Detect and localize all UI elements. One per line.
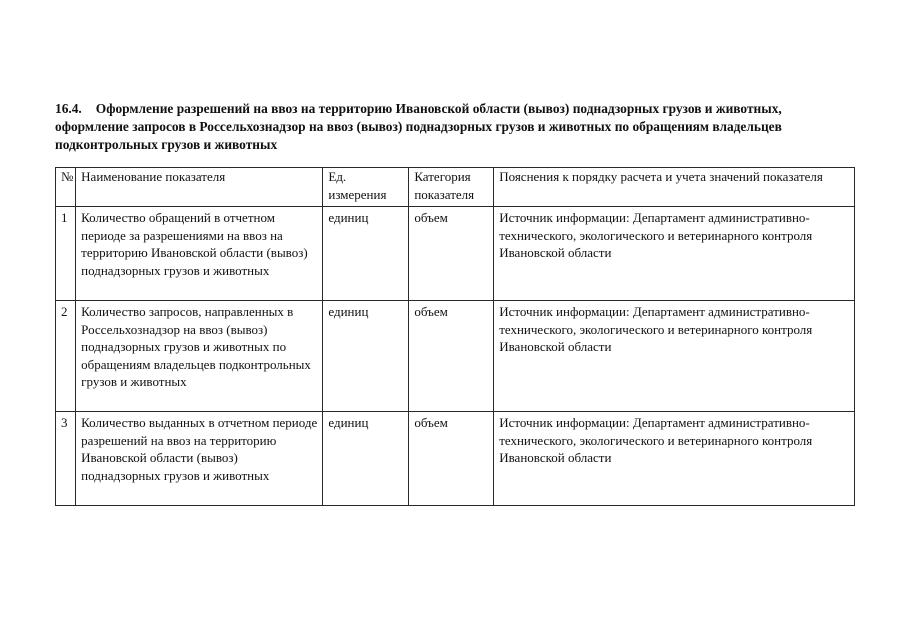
header-name: Наименование показателя — [76, 168, 323, 207]
section-heading — [55, 100, 835, 154]
cell-category: объем — [409, 412, 494, 506]
cell-note: Источник информации: Департамент административно-технического, экологического и ветеринарного контроля Ивановской области — [494, 412, 855, 506]
table-row — [56, 207, 855, 301]
header-num: № — [56, 168, 76, 207]
header-category: Категория показателя — [409, 168, 494, 207]
table-row — [56, 412, 855, 506]
cell-name: Количество выданных в отчетном периоде разрешений на ввоз на территорию Ивановской области (вывоз) поднадзорных грузов и животных — [76, 412, 323, 506]
section-number: 16.4. — [55, 101, 82, 116]
cell-category: объем — [409, 207, 494, 301]
cell-name: Количество обращений в отчетном периоде за разрешениями на ввоз на территорию Ивановской области (вывоз) поднадзорных грузов и животных — [76, 207, 323, 301]
cell-unit: единиц — [323, 207, 409, 301]
section-title: Оформление разрешений на ввоз на территорию Ивановской области (вывоз) поднадзорных грузов и животных, оформление запросов в Россельхознадзор на ввоз (вывоз) поднадзорных грузов и животных по обращениям владельцев подконтрольных грузов и животных — [55, 101, 782, 152]
header-note: Пояснения к порядку расчета и учета значений показателя — [494, 168, 855, 207]
cell-note: Источник информации: Департамент административно-технического, экологического и ветеринарного контроля Ивановской области — [494, 207, 855, 301]
cell-unit: единиц — [323, 412, 409, 506]
header-unit: Ед. измерения — [323, 168, 409, 207]
cell-num: 3 — [56, 412, 76, 506]
cell-unit: единиц — [323, 301, 409, 412]
cell-num: 1 — [56, 207, 76, 301]
indicators-table — [55, 167, 855, 506]
table-header-row — [56, 168, 855, 207]
table-row — [56, 301, 855, 412]
cell-num: 2 — [56, 301, 76, 412]
cell-category: объем — [409, 301, 494, 412]
cell-note: Источник информации: Департамент административно-технического, экологического и ветеринарного контроля Ивановской области — [494, 301, 855, 412]
cell-name: Количество запросов, направленных в Россельхознадзор на ввоз (вывоз) поднадзорных грузов и животных по обращениям владельцев подконтрольных грузов и животных — [76, 301, 323, 412]
